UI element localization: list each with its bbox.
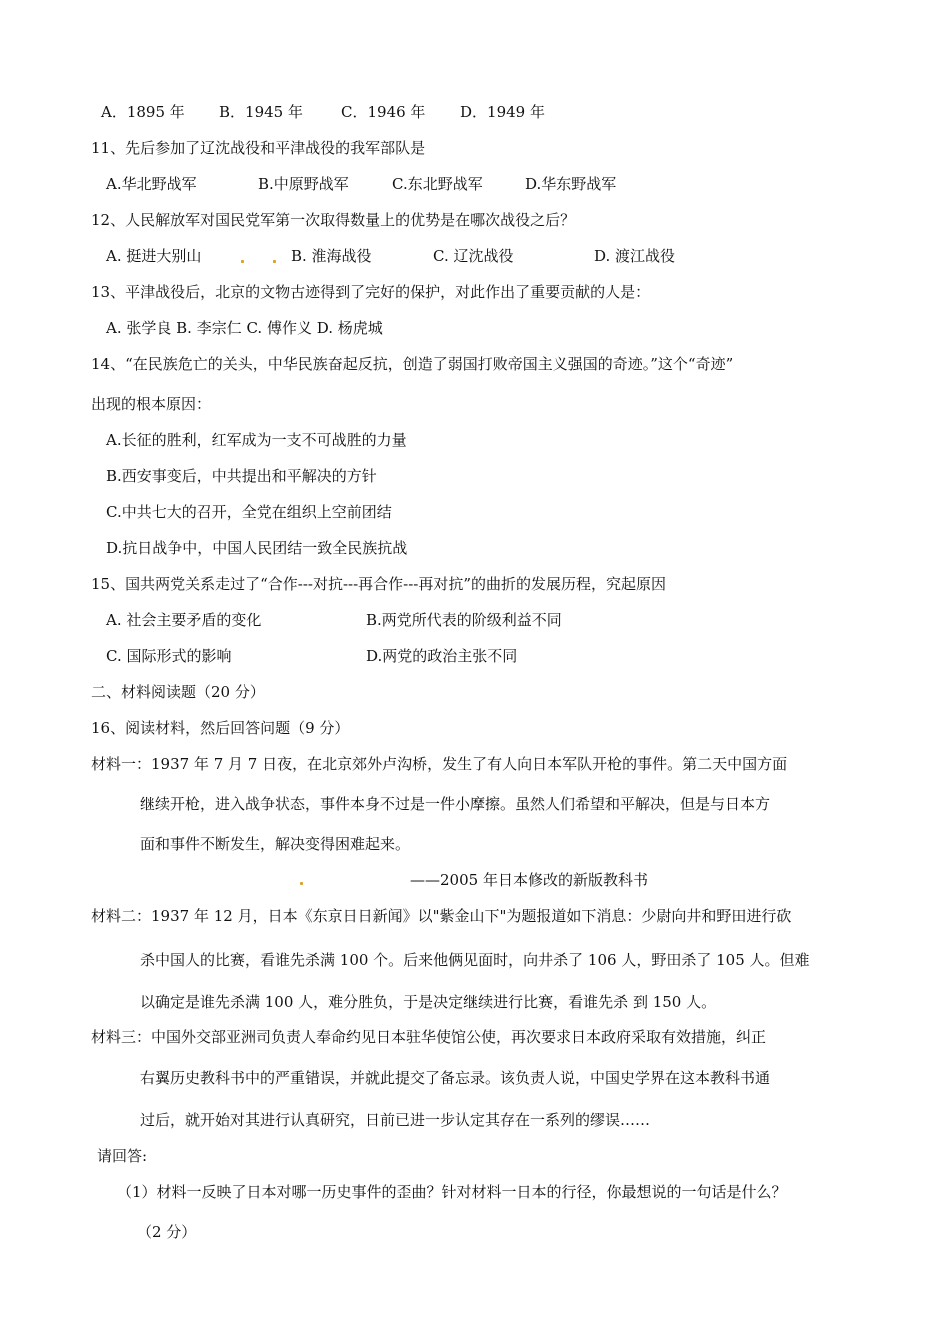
material-3-line: 右翼历史教科书中的严重错误，并就此提交了备忘录。该负责人说，中国史学界在这本教科书通 bbox=[140, 1069, 771, 1087]
material-1-line: 继续开枪，进入战争状态，事件本身不过是一件小摩擦。虽然人们希望和平解决，但是与日本方 bbox=[140, 795, 771, 813]
material-3-line: 过后，就开始对其进行认真研究，日前已进一步认定其存在一系列的缪误…… bbox=[140, 1111, 651, 1129]
material-1-line: 材料一：1937 年 7 月 7 日夜，在北京郊外卢沟桥，发生了有人向日本军队开枪的事件。第二天中国方面 bbox=[91, 755, 788, 773]
q12-option-a: A. 挺进大别山 bbox=[106, 247, 202, 265]
speck-mark bbox=[241, 260, 244, 263]
answer-prompt: 请回答: bbox=[97, 1147, 148, 1165]
q16-stem: 16、阅读材料，然后回答问题（9 分） bbox=[91, 719, 350, 737]
q14-stem-line1: 14、“在民族危亡的关头，中华民族奋起反抗，创造了弱国打败帝国主义强国的奇迹。”这个“奇迹” bbox=[91, 355, 734, 373]
material-1-line: 面和事件不断发生，解决变得困难起来。 bbox=[140, 835, 411, 853]
q15-option-b: B.两党所代表的阶级利益不同 bbox=[366, 611, 562, 629]
q12-option-d: D. 渡江战役 bbox=[594, 247, 676, 265]
q13-stem: 13、平津战役后，北京的文物古迹得到了完好的保护，对此作出了重要贡献的人是： bbox=[91, 283, 651, 301]
q15-option-a: A. 社会主要矛盾的变化 bbox=[106, 611, 262, 629]
q14-option-d: D.抗日战争中，中国人民团结一致全民族抗战 bbox=[106, 539, 408, 557]
material-2-line: 以确定是谁先杀满 100 人，难分胜负，于是决定继续进行比赛，看谁先杀 到 150 人。 bbox=[140, 993, 717, 1011]
material-2-line: 杀中国人的比赛，看谁先杀满 100 个。后来他俩见面时，向井杀了 106 人，野田杀了 105 人。但难 bbox=[140, 951, 810, 969]
q11-option-c: C.东北野战军 bbox=[392, 175, 483, 193]
q13-options: A. 张学良 B. 李宗仁 C. 傅作义 D. 杨虎城 bbox=[106, 319, 383, 337]
q11-option-b: B.中原野战军 bbox=[258, 175, 349, 193]
q15-stem: 15、国共两党关系走过了“合作---对抗---再合作---再对抗”的曲折的发展历程，究起原因 bbox=[91, 575, 667, 593]
q11-option-a: A.华北野战军 bbox=[106, 175, 197, 193]
material-2-line: 材料二：1937 年 12 月，日本《东京日日新闻》以"紫金山下"为题报道如下消息：少尉向井和野田进行砍 bbox=[91, 907, 792, 925]
material-1-source: ——2005 年日本修改的新版教科书 bbox=[410, 871, 648, 889]
q10-option-d: D．1949 年 bbox=[460, 103, 545, 121]
q12-option-c: C. 辽沈战役 bbox=[433, 247, 514, 265]
sub-question-1-score: （2 分） bbox=[137, 1223, 197, 1241]
sub-question-1: （1）材料一反映了日本对哪一历史事件的歪曲？针对材料一日本的行径，你最想说的一句话是什么？ bbox=[117, 1183, 787, 1201]
q10-option-c: C．1946 年 bbox=[341, 103, 426, 121]
q10-option-a: A．1895 年 bbox=[101, 103, 185, 121]
q11-stem: 11、先后参加了辽沈战役和平津战役的我军部队是 bbox=[91, 139, 426, 157]
q14-option-c: C.中共七大的召开，全党在组织上空前团结 bbox=[106, 503, 392, 521]
q14-option-b: B.西安事变后，中共提出和平解决的方针 bbox=[106, 467, 377, 485]
speck-mark bbox=[273, 260, 276, 263]
speck-mark bbox=[300, 882, 303, 885]
section-title: 二、材料阅读题（20 分） bbox=[91, 683, 265, 701]
material-3-line: 材料三：中国外交部亚洲司负责人奉命约见日本驻华使馆公使，再次要求日本政府采取有效措施，纠正 bbox=[91, 1028, 767, 1046]
q14-stem-line2: 出现的根本原因： bbox=[91, 395, 212, 413]
q12-option-b: B. 淮海战役 bbox=[291, 247, 372, 265]
q10-option-b: B．1945 年 bbox=[219, 103, 303, 121]
q11-option-d: D.华东野战军 bbox=[525, 175, 617, 193]
q15-option-c: C. 国际形式的影响 bbox=[106, 647, 232, 665]
q14-option-a: A.长征的胜利，红军成为一支不可战胜的力量 bbox=[106, 431, 407, 449]
q12-stem: 12、人民解放军对国民党军第一次取得数量上的优势是在哪次战役之后？ bbox=[91, 211, 576, 229]
q15-option-d: D.两党的政治主张不同 bbox=[366, 647, 518, 665]
